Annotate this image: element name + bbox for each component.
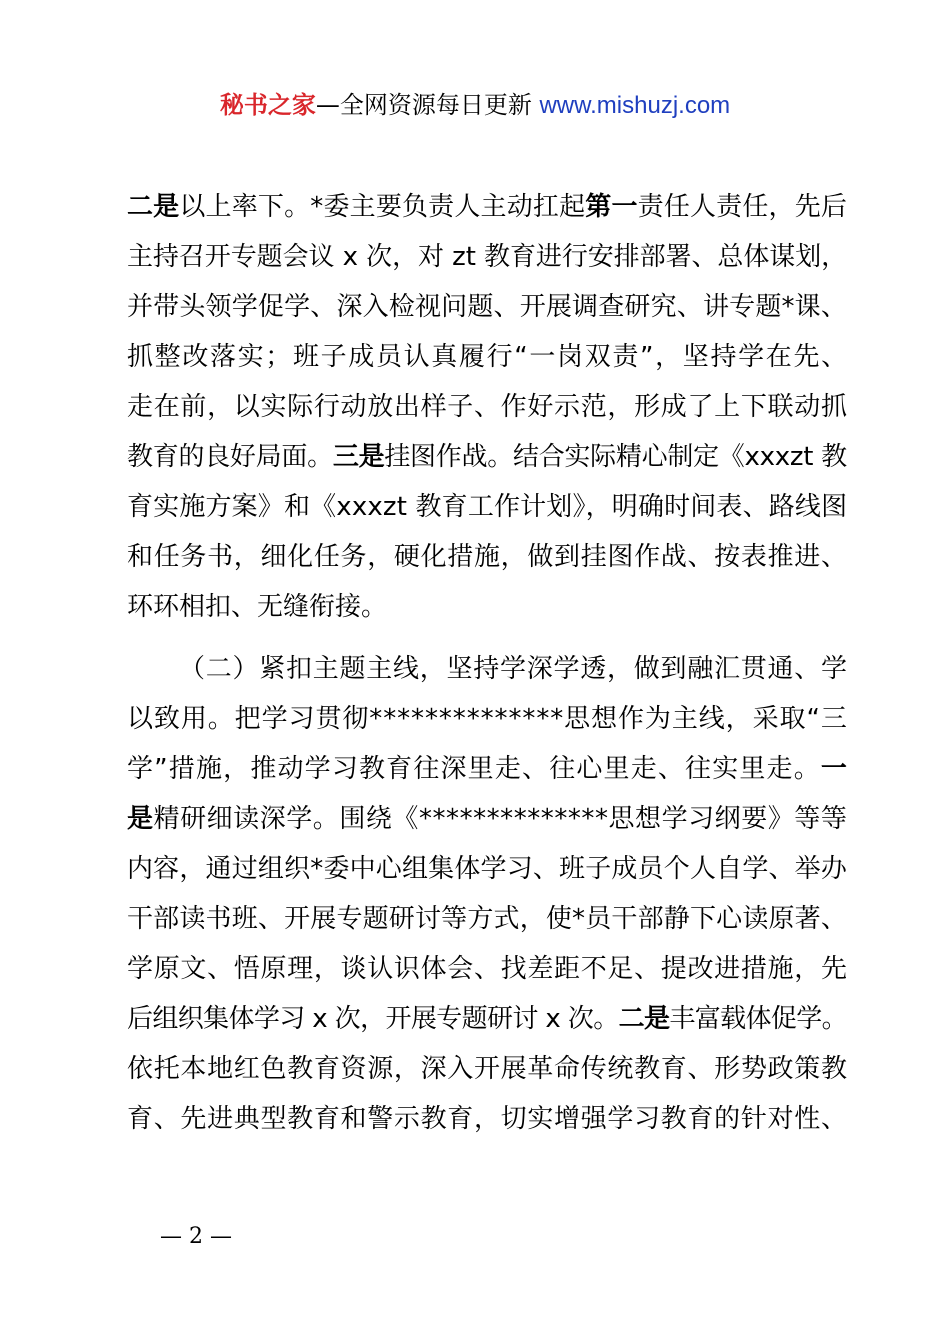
text-run: 丰富载体促学。: [669, 1004, 848, 1034]
text-run: 走在前，以实际行动放出样子、作好示范，形成了上下联动抓: [127, 392, 848, 422]
line-content: [127, 392, 848, 422]
text-line: [127, 482, 847, 532]
text-line: [127, 182, 847, 232]
text-run: 主持召开专题会议 x 次，对 zt 教育进行安排部署、总体谋划，: [127, 242, 848, 272]
text-run: 教育的良好局面。: [127, 442, 333, 472]
bold-text-run: 三是: [332, 442, 385, 472]
line-content: [127, 192, 847, 222]
site-url-link[interactable]: www.mishuzj.com: [539, 92, 731, 119]
text-run: 和任务书，细化任务，硬化措施，做到挂图作战、按表推进、: [127, 542, 848, 572]
line-content: [127, 904, 847, 934]
bold-text-run: 第一: [585, 192, 638, 222]
line-content: [127, 1004, 847, 1034]
text-line: [127, 644, 847, 694]
site-header: [0, 88, 950, 123]
line-content: [127, 754, 848, 784]
text-line: [127, 994, 847, 1044]
line-content: [127, 492, 847, 522]
text-line: [127, 432, 847, 482]
text-run: 依托本地红色教育资源，深入开展革命传统教育、形势政策教: [127, 1054, 848, 1084]
document-body: [127, 182, 847, 1144]
text-run: 以致用。把学习贯彻**************思想作为主线，采取“三: [127, 704, 848, 734]
text-run: （二）紧扣主题主线，坚持学深学透，做到融汇贯通、学: [179, 654, 848, 684]
bold-text-run: 二是: [127, 192, 180, 222]
text-line: [127, 382, 847, 432]
bold-text-run: 一: [820, 754, 849, 784]
bold-text-run: 是: [127, 804, 154, 834]
text-line: [127, 744, 847, 794]
text-run: 干部读书班、开展专题研讨等方式，使*员干部静下心读原著、: [127, 904, 848, 934]
text-line: [127, 282, 847, 332]
line-content: [127, 442, 847, 472]
line-content: [127, 1104, 848, 1134]
line-content: [127, 1054, 848, 1084]
text-line: [127, 332, 847, 382]
line-content: [127, 242, 847, 272]
text-run: 责任人责任，先后: [637, 192, 848, 222]
page-number: — 2 —: [160, 1224, 232, 1249]
line-content: [127, 592, 387, 622]
text-run: 抓整改落实；班子成员认真履行“一岗双责”，坚持学在先、: [127, 342, 849, 372]
text-run: 环环相扣、无缝衔接。: [127, 592, 388, 622]
text-run: 后组织集体学习 x 次，开展专题研讨 x 次。: [127, 1004, 619, 1034]
line-content: [127, 342, 849, 372]
text-line: [127, 894, 847, 944]
text-run: 精研细读深学。围绕《**************思想学习纲要》等等: [153, 804, 848, 834]
line-content: [127, 954, 848, 984]
line-content: [127, 854, 847, 884]
line-content: [127, 704, 848, 734]
text-line: [127, 694, 847, 744]
line-content: [127, 542, 848, 572]
bold-text-run: 二是: [618, 1004, 670, 1034]
line-content: [179, 654, 848, 684]
text-run: 并带头领学促学、深入检视问题、开展调查研究、讲专题*课、: [127, 292, 848, 322]
line-content: [127, 292, 847, 322]
text-line: [127, 232, 847, 282]
line-content: [127, 804, 847, 834]
text-run: 育实施方案》和《xxxzt 教育工作计划》，明确时间表、路线图: [127, 492, 848, 522]
text-line: [127, 532, 847, 582]
site-slogan: —全网资源每日更新: [315, 91, 532, 119]
text-line: [127, 582, 847, 632]
text-line: [127, 944, 847, 994]
text-run: 内容，通过组织*委中心组集体学习、班子成员个人自学、举办: [127, 854, 848, 884]
text-line: [127, 794, 847, 844]
site-brand: 秘书之家: [219, 91, 316, 119]
text-run: 以上率下。*委主要负责人主动扛起: [179, 192, 586, 222]
text-line: [127, 1044, 847, 1094]
text-run: 学原文、悟原理，谈认识体会、找差距不足、提改进措施，先: [127, 954, 848, 984]
text-line: [127, 844, 847, 894]
text-run: 育、先进典型教育和警示教育，切实增强学习教育的针对性、: [127, 1104, 848, 1134]
text-line: [127, 1094, 847, 1144]
text-run: 挂图作战。结合实际精心制定《xxxzt 教: [384, 442, 847, 472]
text-run: 学”措施，推动学习教育往深里走、往心里走、往实里走。: [127, 754, 821, 784]
